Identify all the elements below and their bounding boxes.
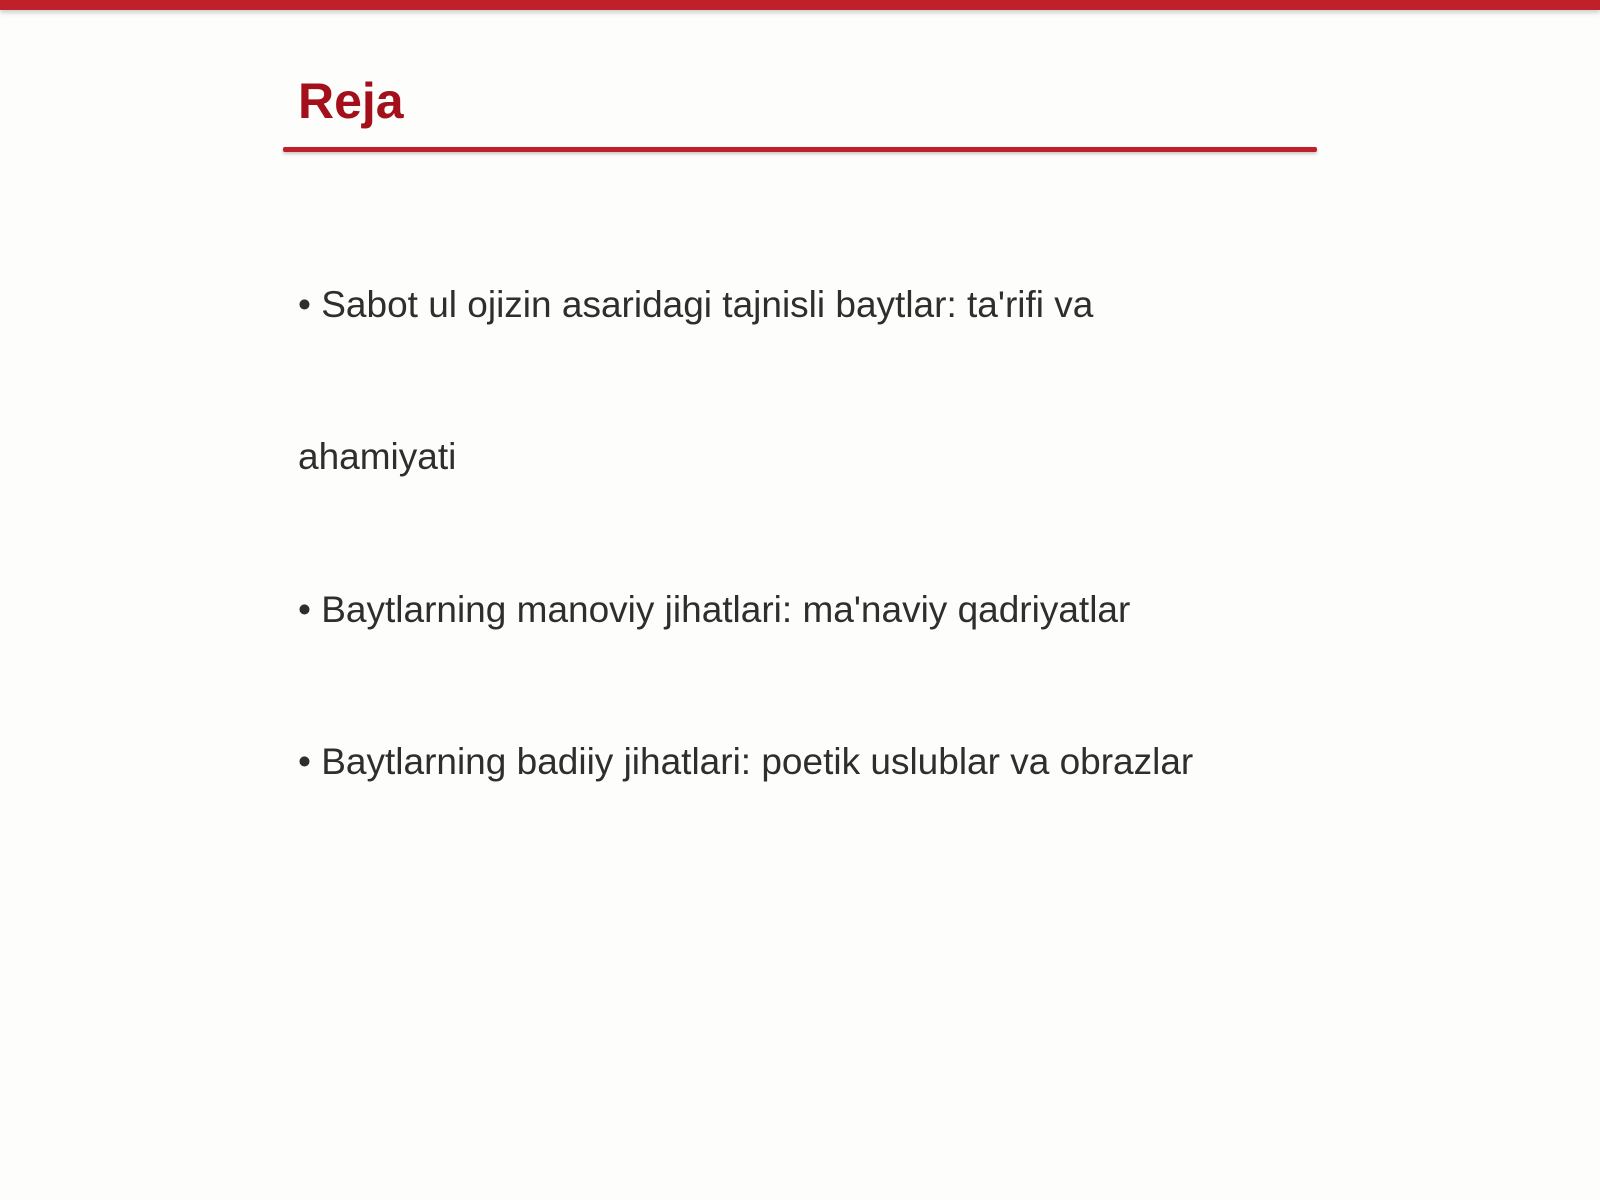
title-underline: [283, 147, 1317, 152]
slide: [283, 0, 1317, 1200]
bullet-line-2: • Baytlarning manoviy jihatlari: ma'naviy qadriyatlar: [298, 589, 1131, 630]
bullet-line-3: • Baytlarning badiiy jihatlari: poetik uslublar va obrazlar: [298, 741, 1194, 782]
slide-title: Reja: [298, 73, 404, 129]
bullet-line-1-continuation: ahamiyati: [298, 436, 457, 477]
bullet-line-1: • Sabot ul ojizin asaridagi tajnisli baytlar: ta'rifi va: [298, 284, 1094, 325]
